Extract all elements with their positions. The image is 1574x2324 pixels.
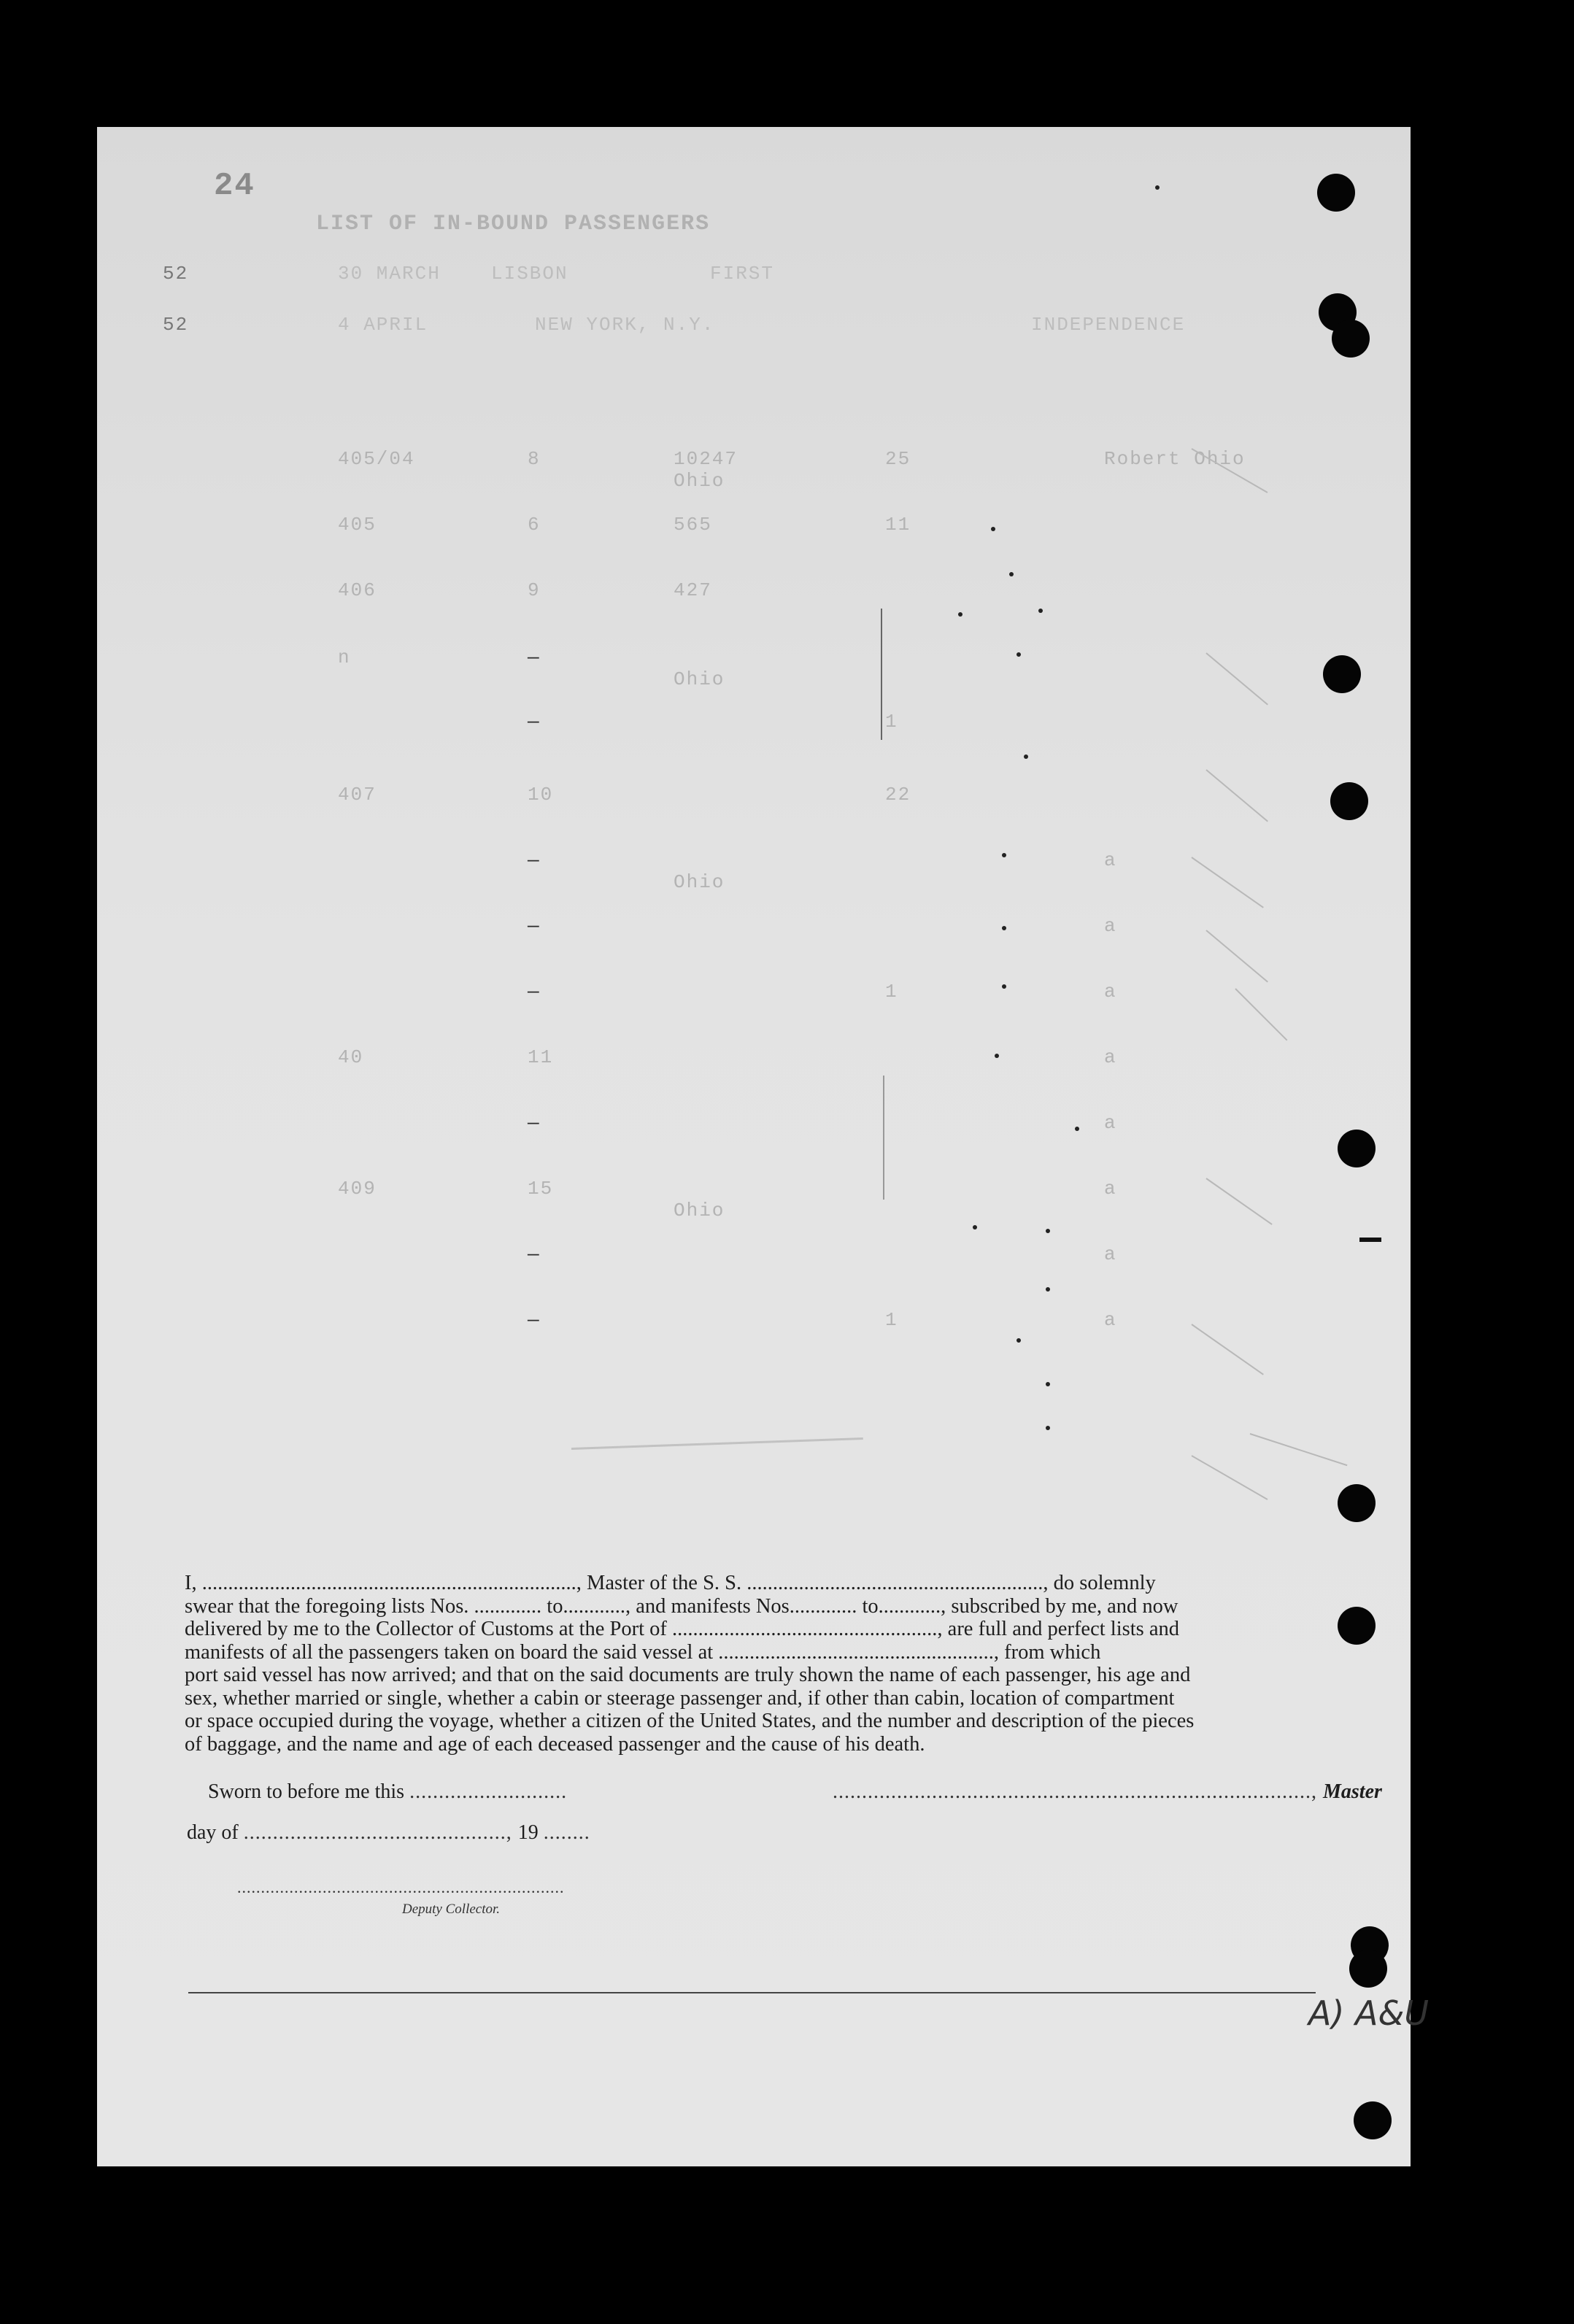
- pencil-slash: [1191, 857, 1263, 908]
- oath-line: port said vessel has now arrived; and that on the said documents are truly shown the name of each passenger, his age and: [185, 1664, 1191, 1686]
- pencil-slash: [1205, 1178, 1272, 1225]
- margin-note: A) A&U: [1308, 1993, 1430, 2033]
- row-cell-age: 25: [885, 448, 911, 470]
- day-line: day of ............................................., 19 ........: [187, 1821, 590, 1844]
- row-cell-col-a: 409: [338, 1178, 377, 1200]
- oath-line: of baggage, and the name and age of each deceased passenger and the cause of his death.: [185, 1732, 925, 1756]
- row-cell-col-c: 10247: [674, 448, 738, 470]
- page-number: 24: [214, 168, 255, 204]
- row-cell-col-d: Ohio: [674, 470, 725, 492]
- row-cell-col-d: Ohio: [674, 871, 725, 893]
- sailing-date: 30 MARCH: [338, 263, 441, 285]
- row-cell-name: a: [1104, 1112, 1117, 1134]
- ship-label: INDEPENDENCE: [1031, 314, 1186, 336]
- binder-hole: [1330, 782, 1368, 820]
- ink-speck: [1075, 1127, 1079, 1131]
- day-of-label: day of: [187, 1821, 239, 1844]
- row-cell-col-b: 11: [528, 1046, 554, 1068]
- pencil-slash: [1205, 769, 1268, 822]
- row-cell-col-b: 8: [528, 448, 541, 470]
- ink-dash: [1359, 1238, 1381, 1242]
- ink-speck: [1009, 572, 1014, 576]
- sailing-year: 52: [163, 263, 189, 285]
- year-prefix: 19: [517, 1821, 539, 1844]
- row-cell-name: a: [1104, 849, 1117, 871]
- handwritten-stroke: [881, 609, 882, 740]
- row-cell-col-b: —: [528, 646, 541, 668]
- deputy-caption: Deputy Collector.: [402, 1902, 501, 1917]
- row-cell-col-a: n: [338, 646, 351, 668]
- row-cell-name: a: [1104, 1046, 1117, 1068]
- sworn-line: Sworn to before me this ...........................: [208, 1780, 568, 1803]
- row-cell-col-b: 9: [528, 579, 541, 601]
- row-cell-col-d: Ohio: [674, 668, 725, 690]
- bottom-rule: [188, 1992, 1316, 1993]
- row-cell-col-b: 10: [528, 784, 554, 806]
- binder-hole: [1349, 1950, 1387, 1988]
- pencil-slash: [1191, 1324, 1263, 1375]
- manifest-page: [97, 127, 1430, 2166]
- pencil-slash: [1192, 1455, 1268, 1500]
- binder-hole: [1338, 1484, 1376, 1522]
- binder-hole: [1332, 320, 1370, 358]
- row-cell-name: a: [1104, 1309, 1117, 1331]
- ink-speck: [1002, 853, 1006, 857]
- ink-speck: [1046, 1382, 1050, 1386]
- pencil-slash: [571, 1437, 863, 1450]
- sworn-label: Sworn to before me this: [208, 1780, 405, 1803]
- row-cell-name: a: [1104, 981, 1117, 1003]
- row-cell-col-c: 427: [674, 579, 712, 601]
- class-label: FIRST: [710, 263, 775, 285]
- oath-line: manifests of all the passengers taken on board the said vessel at ....................................................., from which: [185, 1640, 1101, 1664]
- row-cell-name: a: [1104, 1178, 1117, 1200]
- row-cell-age: 1: [885, 711, 898, 733]
- row-cell-col-b: —: [528, 1112, 541, 1134]
- oath-line: or space occupied during the voyage, whether a citizen of the United States, and the number and description of the pieces: [185, 1710, 1195, 1732]
- ink-speck: [991, 527, 995, 531]
- oath-line: swear that the foregoing lists Nos. ............. to............, and manifests Nos............. to............, subscribed by me, and now: [185, 1594, 1178, 1618]
- ink-speck: [995, 1054, 999, 1058]
- pencil-slash: [1205, 930, 1268, 982]
- list-title: LIST OF IN-BOUND PASSENGERS: [316, 212, 711, 236]
- ink-speck: [1155, 185, 1160, 190]
- binder-hole: [1323, 655, 1361, 693]
- row-cell-col-b: 6: [528, 514, 541, 536]
- handwritten-stroke: [883, 1076, 884, 1200]
- ink-speck: [973, 1225, 977, 1229]
- row-cell-age: 22: [885, 784, 911, 806]
- row-cell-col-b: —: [528, 915, 541, 937]
- ink-speck: [1016, 1338, 1021, 1343]
- row-cell-col-b: —: [528, 1243, 541, 1265]
- binder-hole: [1338, 1130, 1376, 1167]
- row-cell-col-a: 407: [338, 784, 377, 806]
- ink-speck: [958, 612, 962, 617]
- row-cell-name: Robert Ohio: [1104, 448, 1246, 470]
- pencil-slash: [1250, 1433, 1348, 1466]
- oath-line: delivered by me to the Collector of Customs at the Port of ..................................................., are full and perfect lists and: [185, 1618, 1179, 1640]
- row-cell-col-a: 406: [338, 579, 377, 601]
- pencil-slash: [1205, 652, 1268, 705]
- ink-speck: [1002, 984, 1006, 989]
- arrival-date: 4 APRIL: [338, 314, 428, 336]
- binder-hole: [1354, 2101, 1392, 2139]
- ink-speck: [1016, 652, 1021, 657]
- port-from: LISBON: [491, 263, 568, 285]
- arrival-year: 52: [163, 314, 189, 336]
- deputy-signature-line: .....................................................................: [237, 1878, 565, 1896]
- row-cell-col-b: —: [528, 981, 541, 1003]
- row-cell-col-a: 405: [338, 514, 377, 536]
- row-cell-col-b: 15: [528, 1178, 554, 1200]
- oath-line: I, ........................................................................, Master of the S. S. ........................................................., do solemnly: [185, 1572, 1156, 1594]
- pencil-slash: [1235, 988, 1287, 1041]
- row-cell-col-b: —: [528, 1309, 541, 1331]
- ink-speck: [1002, 926, 1006, 930]
- ink-speck: [1046, 1287, 1050, 1292]
- row-cell-name: a: [1104, 915, 1117, 937]
- row-cell-name: a: [1104, 1243, 1117, 1265]
- binder-hole: [1338, 1607, 1376, 1645]
- arrival-port: NEW YORK, N.Y.: [535, 314, 715, 336]
- row-cell-col-b: —: [528, 849, 541, 871]
- binder-hole: [1317, 174, 1355, 212]
- row-cell-col-b: —: [528, 711, 541, 733]
- row-cell-col-a: 40: [338, 1046, 364, 1068]
- master-oath: [185, 1572, 1297, 1756]
- row-cell-age: 11: [885, 514, 911, 536]
- master-signature-line: .................................................................................., Master: [833, 1780, 1382, 1803]
- oath-line: sex, whether married or single, whether a cabin or steerage passenger and, if other than cabin, location of compartment: [185, 1686, 1175, 1710]
- row-cell-col-d: Ohio: [674, 1200, 725, 1221]
- row-cell-col-a: 405/04: [338, 448, 415, 470]
- row-cell-age: 1: [885, 981, 898, 1003]
- ink-speck: [1046, 1229, 1050, 1233]
- row-cell-age: 1: [885, 1309, 898, 1331]
- master-label: Master: [1323, 1780, 1382, 1803]
- row-cell-col-c: 565: [674, 514, 712, 536]
- ink-speck: [1038, 609, 1043, 613]
- ink-speck: [1024, 754, 1028, 759]
- ink-speck: [1046, 1426, 1050, 1430]
